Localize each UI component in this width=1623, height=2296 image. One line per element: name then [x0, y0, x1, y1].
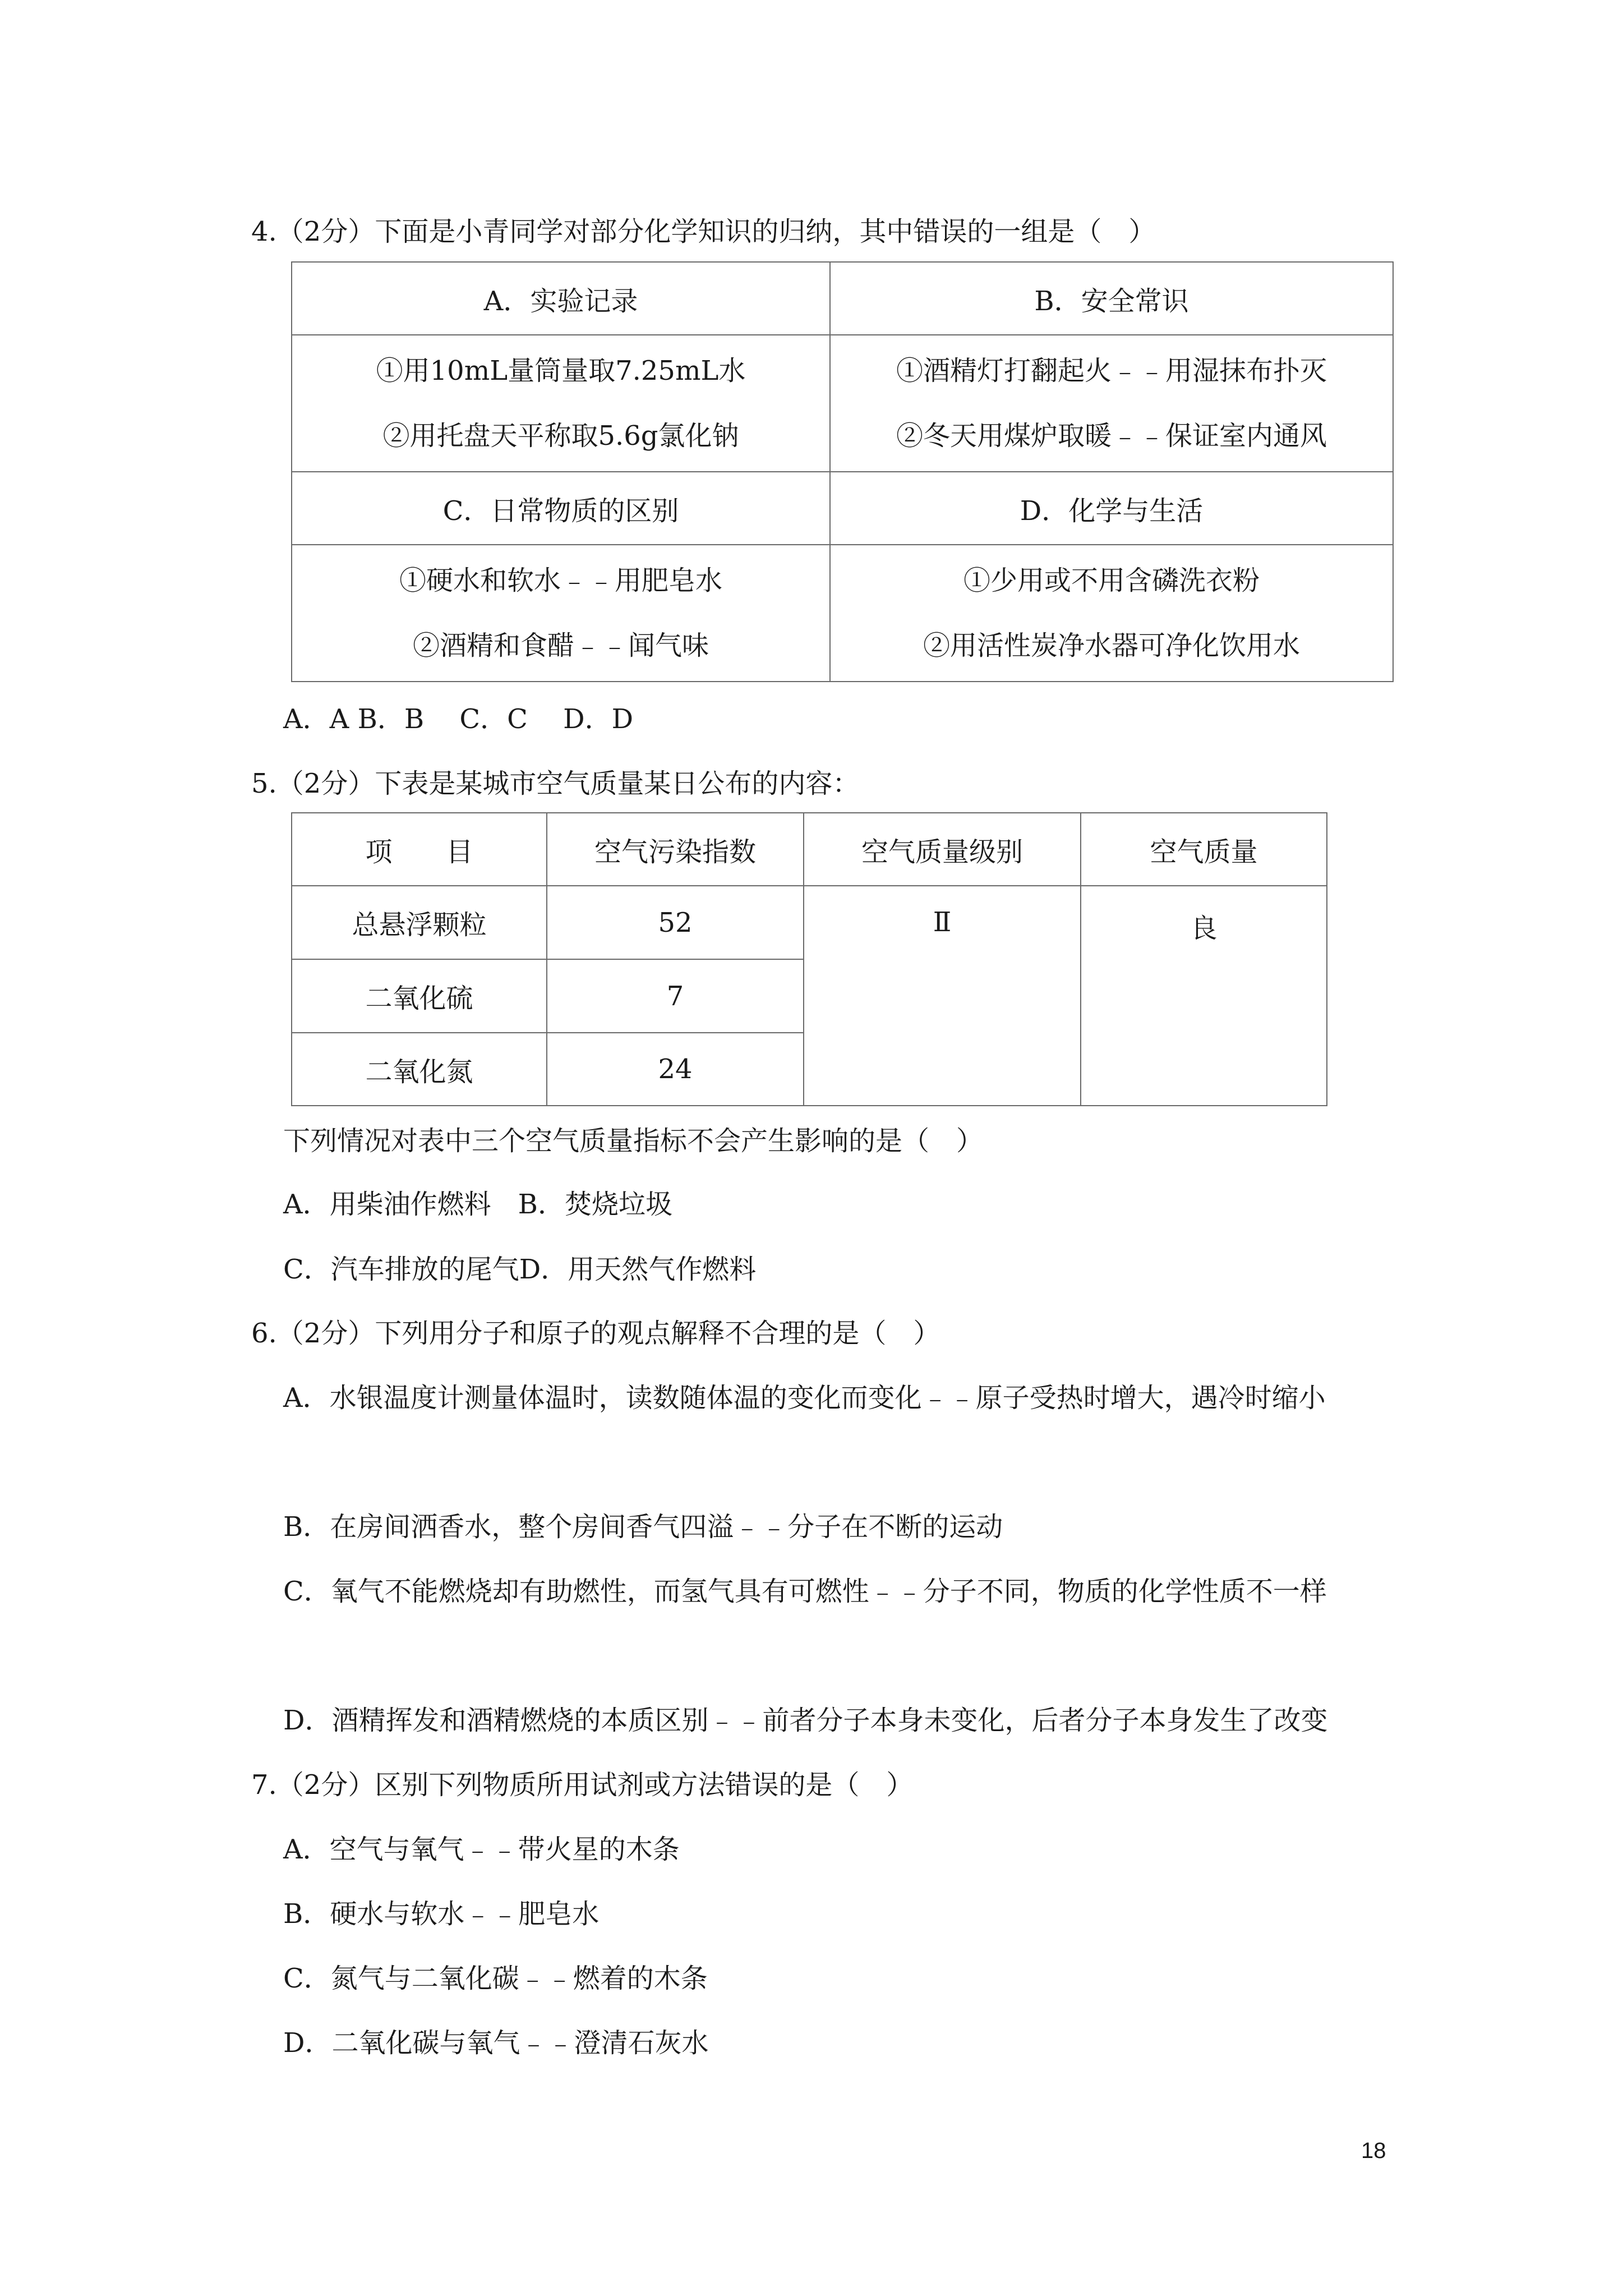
c-item-2: ②酒精和食醋﹣﹣闻气味	[412, 630, 709, 661]
row-1-index: 52	[547, 886, 804, 959]
cell-d-title: D．化学与生活	[830, 472, 1393, 545]
cell-c-title: C．日常物质的区别	[292, 472, 830, 545]
header-quality: 空气质量	[1081, 813, 1327, 886]
air-quality-table	[291, 812, 1327, 1106]
question-6-option-a: A．水银温度计测量体温时，读数随体温的变化而变化﹣﹣原子受热时增大，遇冷时缩小	[283, 1382, 1326, 1414]
cell-c-items	[292, 545, 830, 682]
question-7-option-d: D．二氧化碳与氧气﹣﹣澄清石灰水	[283, 2027, 709, 2059]
question-7-option-b: B．硬水与软水﹣﹣肥皂水	[283, 1898, 600, 1930]
cell-b-title: B．安全常识	[830, 262, 1393, 335]
row-3-item: 二氧化氮	[292, 1033, 547, 1106]
b-item-1: ①酒精灯打翻起火﹣﹣用湿抹布扑灭	[896, 355, 1327, 386]
row-1-item: 总悬浮颗粒	[292, 886, 547, 959]
knowledge-summary-table	[291, 261, 1394, 682]
cell-a-items	[292, 335, 830, 472]
header-index: 空气污染指数	[547, 813, 804, 886]
question-5-stem: 5.（2分）下表是某城市空气质量某日公布的内容：	[251, 768, 860, 799]
header-level: 空气质量级别	[804, 813, 1081, 886]
cell-b-items	[830, 335, 1393, 472]
question-6-option-c: C．氧气不能燃烧却有助燃性，而氢气具有可燃性﹣﹣分子不同，物质的化学性质不一样	[283, 1576, 1327, 1607]
question-7-stem: 7.（2分）区别下列物质所用试剂或方法错误的是（ ）	[251, 1769, 914, 1801]
question-7-option-c: C．氮气与二氧化碳﹣﹣燃着的木条	[283, 1963, 708, 1994]
question-4-options: A．A B．B C．C D．D	[283, 703, 634, 735]
c-item-1: ①硬水和软水﹣﹣用肥皂水	[399, 565, 722, 596]
row-3-index: 24	[547, 1033, 804, 1106]
cell-a-title: A．实验记录	[292, 262, 830, 335]
header-item: 项 目	[292, 813, 547, 886]
d-item-1: ①少用或不用含磷洗衣粉	[963, 565, 1260, 596]
question-5-options-line-2: C．汽车排放的尾气D．用天然气作燃料	[283, 1254, 757, 1285]
question-5-followup: 下列情况对表中三个空气质量指标不会产生影响的是（ ）	[283, 1125, 984, 1157]
a-item-1: ①用10mL量筒量取7.25mL水	[376, 355, 746, 386]
row-2-item: 二氧化硫	[292, 959, 547, 1033]
b-item-2: ②冬天用煤炉取暖﹣﹣保证室内通风	[896, 420, 1327, 452]
question-6-stem: 6.（2分）下列用分子和原子的观点解释不合理的是（ ）	[251, 1318, 940, 1349]
d-item-2: ②用活性炭净水器可净化饮用水	[923, 630, 1300, 661]
question-7-option-a: A．空气与氧气﹣﹣带火星的木条	[283, 1834, 680, 1865]
question-6-option-d: D．酒精挥发和酒精燃烧的本质区别﹣﹣前者分子本身未变化，后者分子本身发生了改变	[283, 1705, 1328, 1736]
cell-d-items	[830, 545, 1393, 682]
quality-cell: 良	[1081, 886, 1327, 1106]
question-6-option-b: B．在房间洒香水，整个房间香气四溢﹣﹣分子在不断的运动	[283, 1511, 1003, 1543]
level-cell: Ⅱ	[804, 886, 1081, 1106]
question-5-options-line-1: A．用柴油作燃料 B．焚烧垃圾	[283, 1189, 672, 1220]
row-2-index: 7	[547, 959, 804, 1033]
question-4-stem: 4.（2分）下面是小青同学对部分化学知识的归纳，其中错误的一组是（ ）	[251, 216, 1156, 247]
a-item-2: ②用托盘天平称取5.6g氯化钠	[382, 420, 739, 452]
page-number: 18	[1361, 2138, 1386, 2163]
